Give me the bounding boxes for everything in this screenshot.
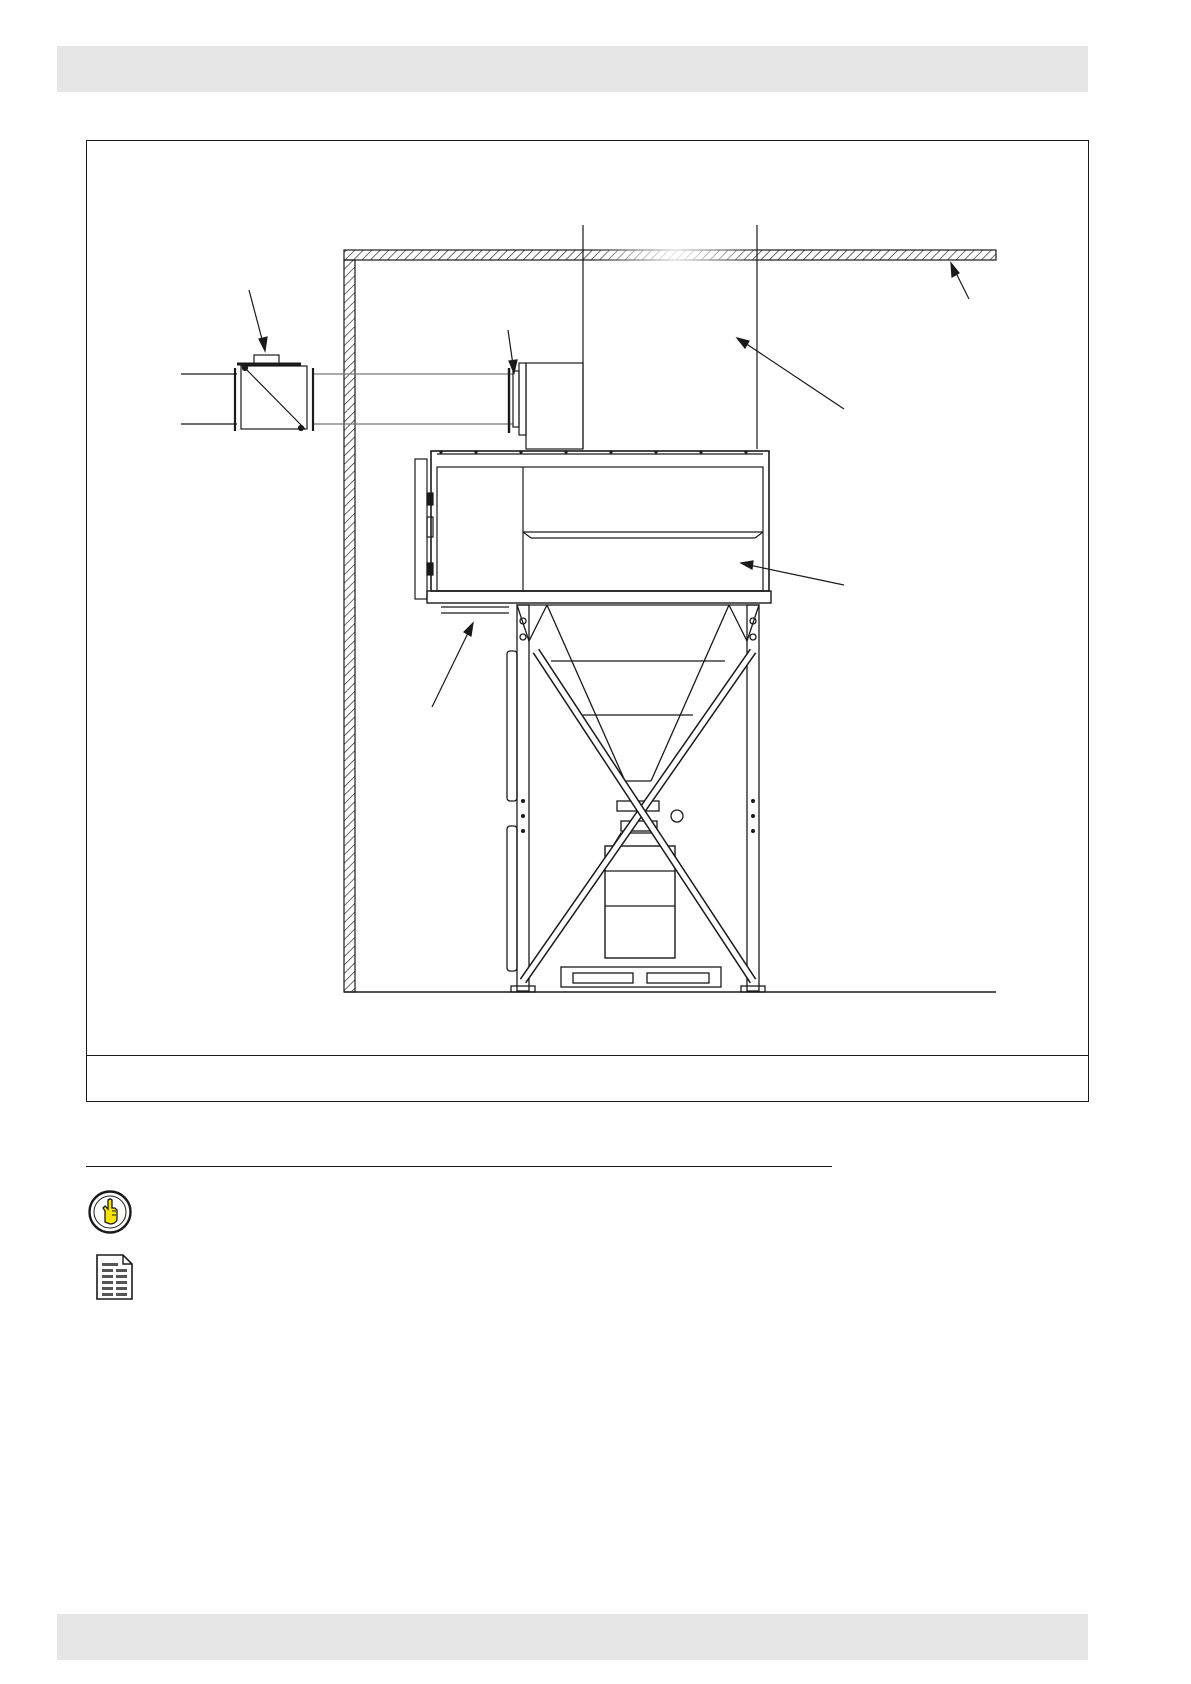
duct-system [181,355,583,449]
arrow-base-frame [432,623,473,707]
wall [344,260,355,992]
hand-pointing-icon [87,1189,133,1235]
figure-frame [86,140,1089,1102]
support-frame [507,605,765,992]
page-footer-band [57,1614,1088,1660]
damper-valve [235,355,313,431]
fan-inlet [509,363,583,449]
section-divider [86,1166,832,1167]
arrow-fan-inlet [508,330,517,373]
filter-unit [415,450,771,613]
arrow-filter-unit [741,561,844,585]
page-header-band [57,46,1088,92]
callout-arrows [249,263,969,707]
installation-drawing [87,141,1088,1055]
arrow-ceiling [951,263,969,299]
arrow-damper [249,290,267,351]
building-structure [344,225,996,992]
arrow-suspension [737,338,844,409]
document-icon [95,1253,135,1301]
figure-caption [87,1055,1088,1101]
